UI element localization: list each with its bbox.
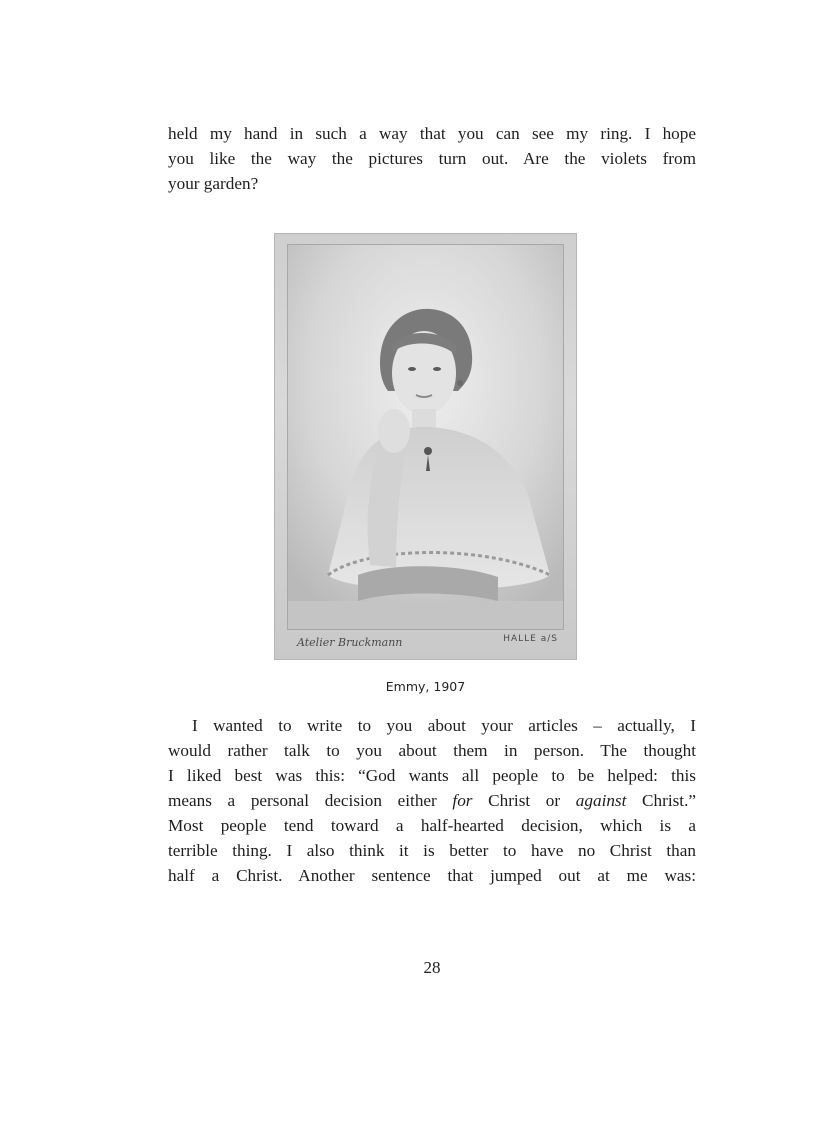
text-line <box>168 788 696 813</box>
text-line: would rather talk to you about them in person. The thought <box>168 741 696 760</box>
text-line: terrible thing. I also think it is better to have no Christ than <box>168 841 696 860</box>
emphasis-against: against <box>575 791 627 810</box>
paragraph-main <box>168 713 696 888</box>
text-line: I liked best was this: “God wants all people to be helped: this <box>168 766 696 785</box>
text-line: you like the way the pictures turn out. Are the violets from <box>168 149 696 168</box>
portrait-illustration <box>288 245 564 630</box>
figure-caption: Emmy, 1907 <box>385 679 466 694</box>
text-segment: Christ.” <box>626 791 697 810</box>
text-line: Most people tend toward a half-hearted decision, which is a <box>168 816 696 835</box>
studio-mark: HALLE a/S <box>503 634 558 644</box>
portrait-photo <box>274 233 577 660</box>
text-segment: means a personal decision either <box>168 791 453 810</box>
text-line: I wanted to write to you about your articles – actually, I <box>192 716 696 735</box>
text-line: your garden? <box>168 174 259 193</box>
text-segment: Christ or <box>472 791 576 810</box>
text-line: held my hand in such a way that you can see my ring. I hope <box>168 124 696 143</box>
page-number: 28 <box>423 958 441 977</box>
paragraph-top <box>168 121 696 196</box>
text-line: half a Christ. Another sentence that jumped out at me was: <box>168 866 696 885</box>
emphasis-for: for <box>452 791 473 810</box>
portrait-image <box>287 244 564 630</box>
photographer-signature: Atelier Bruckmann <box>297 636 403 649</box>
photographer-mark <box>295 632 560 656</box>
